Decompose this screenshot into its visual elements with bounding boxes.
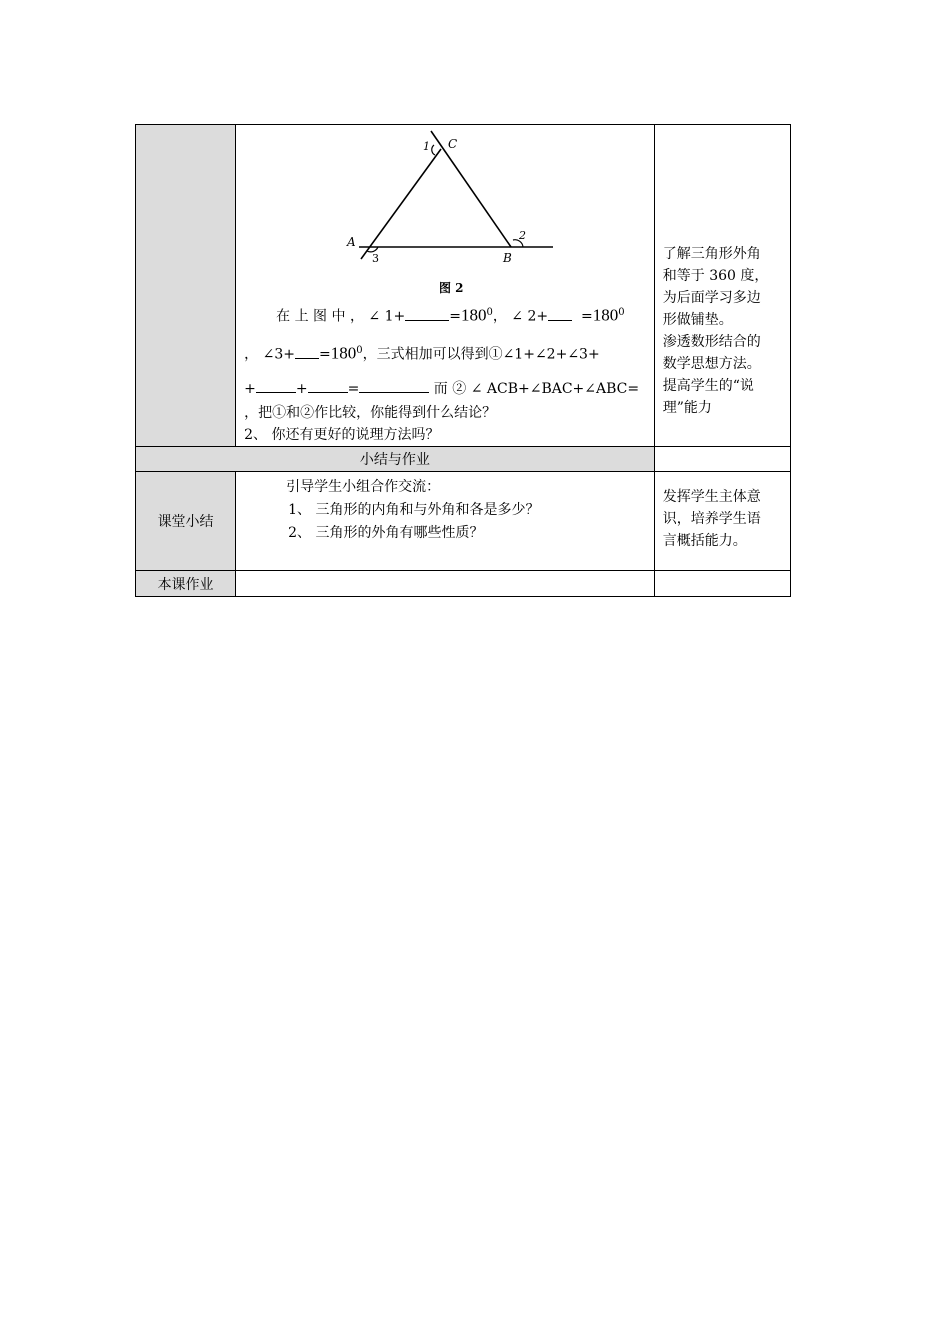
section-title: 小结与作业 xyxy=(136,447,655,472)
summary-note-line: 言概括能力。 xyxy=(662,533,747,549)
exercise-cell xyxy=(236,125,655,447)
exercise-line-1 xyxy=(236,300,654,326)
summary-note-line: 发挥学生主体意 xyxy=(662,489,761,505)
figure-caption: 图 2 xyxy=(439,281,464,295)
blank-6[interactable] xyxy=(359,378,429,393)
triangle-diagram xyxy=(331,129,571,299)
line1-prefix: 在 上 图 中 ， ∠ 1+ xyxy=(276,308,406,325)
value-180-a: 180 xyxy=(460,305,487,325)
summary-note-line: 识，培养学生语 xyxy=(662,511,761,527)
label-C: C xyxy=(448,137,458,151)
value-180-c: 180 xyxy=(330,343,357,363)
homework-cell xyxy=(236,571,655,597)
exercise-line-3 xyxy=(236,376,654,402)
note-line: 为后面学习多边 xyxy=(662,290,761,306)
summary-label: 课堂小结 xyxy=(136,472,236,571)
homework-row xyxy=(136,571,791,597)
lesson-table xyxy=(135,124,791,597)
line1-sep: ， ∠ 2+ xyxy=(492,308,549,325)
eq-4: = xyxy=(347,381,360,397)
exercise-line-4: ，把①和②作比较，你能得到什么结论？ xyxy=(244,405,497,421)
blank-4[interactable] xyxy=(256,378,296,393)
degree-sup: 0 xyxy=(356,345,363,356)
label-1: 1 xyxy=(423,140,431,153)
summary-row xyxy=(136,472,791,571)
blank-3[interactable] xyxy=(295,344,319,359)
triangle-figure xyxy=(236,125,654,300)
eq-3: = xyxy=(318,346,331,363)
note-line: 渗透数形结合的 xyxy=(662,334,761,350)
plus-2: + xyxy=(295,381,308,397)
note-line: 提高学生的“说 xyxy=(662,378,754,394)
degree-sup: 0 xyxy=(618,307,625,318)
summary-note xyxy=(655,472,790,552)
label-B: B xyxy=(503,251,512,265)
note-line: 和等于 360 度， xyxy=(662,268,769,284)
note-line: 形做铺垫。 xyxy=(662,312,733,328)
note-line: 数学思想方法。 xyxy=(662,356,761,372)
plus-1: + xyxy=(244,381,256,397)
summary-lines xyxy=(236,472,654,545)
eq-2: = xyxy=(581,308,593,325)
summary-cell xyxy=(236,472,655,571)
label-2: 2 xyxy=(519,229,527,242)
exercise-line-2 xyxy=(236,338,654,364)
empty-grey-cell xyxy=(136,125,236,447)
degree-sup: 0 xyxy=(486,307,493,318)
line2-prefix: ， ∠3+ xyxy=(244,346,295,363)
summary-line: 1、 三角形的内角和与外角和各是多少？ xyxy=(288,502,540,518)
exercise-line-5: 2、 你还有更好的说理方法吗？ xyxy=(244,427,440,443)
eq-1: = xyxy=(449,308,461,325)
section-row xyxy=(136,447,791,472)
summary-line: 2、 三角形的外角有哪些性质？ xyxy=(288,525,484,541)
blank-2[interactable] xyxy=(548,306,572,321)
label-3: 3 xyxy=(372,252,380,265)
value-180-b: 180 xyxy=(592,305,619,325)
blank-1[interactable] xyxy=(405,306,449,321)
section-empty-cell xyxy=(654,447,790,472)
label-A: A xyxy=(347,235,356,249)
note-line: 理”能力 xyxy=(662,400,712,416)
note-line: 了解三角形外角 xyxy=(662,246,761,262)
homework-note-cell xyxy=(654,571,790,597)
summary-note-cell xyxy=(654,472,790,571)
note-cell-1 xyxy=(654,125,790,447)
blank-5[interactable] xyxy=(308,378,348,393)
exercise-row xyxy=(136,125,791,447)
design-intent-note xyxy=(655,125,790,419)
line2-suffix: ，三式相加可以得到①∠1+∠2+∠3+ xyxy=(362,346,600,363)
homework-label: 本课作业 xyxy=(136,571,236,597)
line3-text: 而 ② ∠ ACB+∠BAC+∠ABC= xyxy=(433,381,640,397)
summary-line: 引导学生小组合作交流： xyxy=(286,479,441,495)
